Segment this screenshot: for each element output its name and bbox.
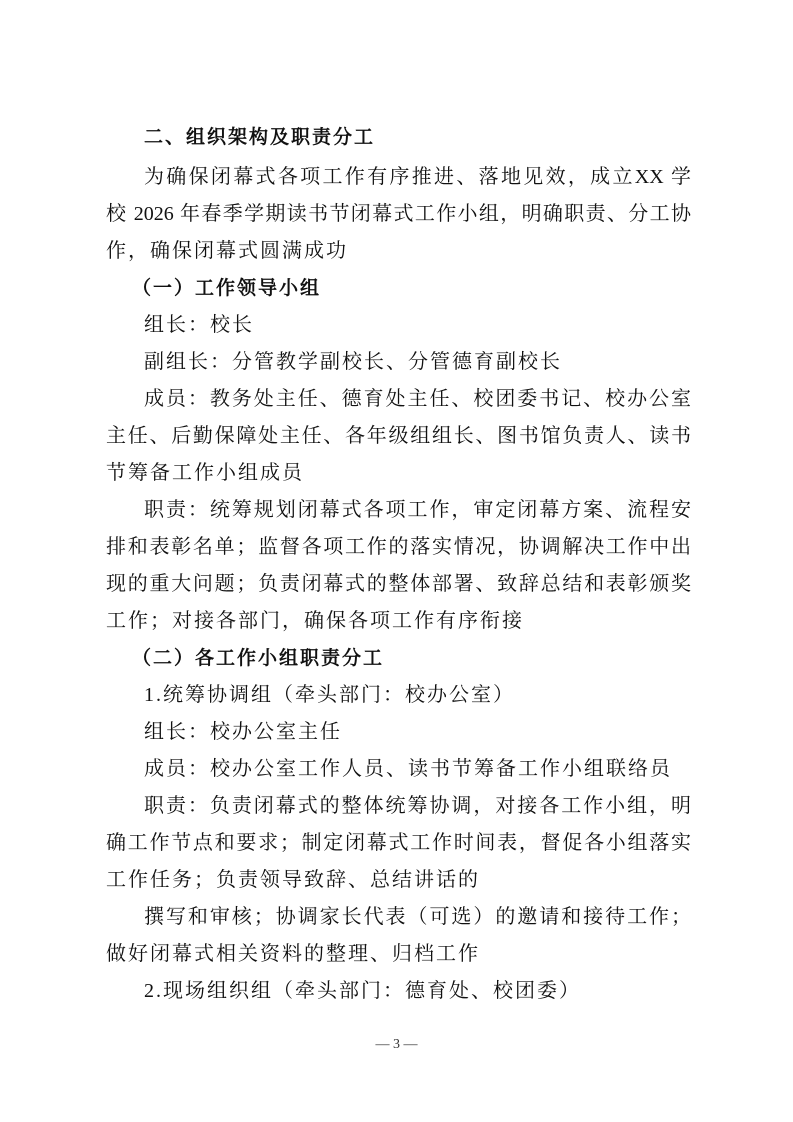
duty-line: 排和表彰名单；监督各项工作的落实情况，协调解决工作中出 <box>106 536 691 558</box>
document-body <box>106 119 691 1010</box>
duty-line: 职责：统筹规划闭幕式各项工作，审定闭幕方案、流程安 <box>144 499 691 521</box>
subsection-heading: （一）工作领导小组 <box>132 277 322 299</box>
duty-line: 工作；对接各部门，确保各项工作有序衔接 <box>106 610 524 632</box>
group-title: 2.现场组织组（牵头部门：德育处、校团委） <box>144 980 581 1002</box>
group-leader: 组长：校办公室主任 <box>144 721 342 743</box>
page-number: — 3 — <box>375 1037 418 1052</box>
group-duty-line: 职责：负责闭幕式的整体统筹协调，对接各工作小组，明 <box>144 795 691 817</box>
members-line: 节筹备工作小组成员 <box>106 462 304 484</box>
group-duty-line: 撰写和审核；协调家长代表（可选）的邀请和接待工作； <box>144 906 691 928</box>
intro-line: 校 2026 年春季学期读书节闭幕式工作小组，明确职责、分工协 <box>106 203 691 225</box>
intro-line: 作，确保闭幕式圆满成功 <box>106 240 348 262</box>
section-heading: 二、组织架构及职责分工 <box>144 126 376 148</box>
group-title: 1.统筹协调组（牵头部门：校办公室） <box>144 684 515 706</box>
group-duty-line: 确工作节点和要求；制定闭幕式工作时间表，督促各小组落实 <box>106 832 691 854</box>
subsection-heading: （二）各工作小组职责分工 <box>132 647 385 669</box>
members-line: 成员：教务处主任、德育处主任、校团委书记、校办公室 <box>144 388 691 410</box>
intro-line: 为确保闭幕式各项工作有序推进、落地见效，成立XX 学 <box>144 166 691 188</box>
group-members: 成员：校办公室工作人员、读书节筹备工作小组联络员 <box>144 758 672 780</box>
members-line: 主任、后勤保障处主任、各年级组组长、图书馆负责人、读书 <box>106 425 691 447</box>
vice-leader-line: 副组长：分管教学副校长、分管德育副校长 <box>144 351 562 373</box>
duty-line: 现的重大问题；负责闭幕式的整体部署、致辞总结和表彰颁奖 <box>106 573 691 595</box>
group-duty-line: 工作任务；负责领导致辞、总结讲话的 <box>106 869 480 891</box>
group-duty-line: 做好闭幕式相关资料的整理、归档工作 <box>106 943 480 965</box>
leader-line: 组长：校长 <box>144 314 254 336</box>
